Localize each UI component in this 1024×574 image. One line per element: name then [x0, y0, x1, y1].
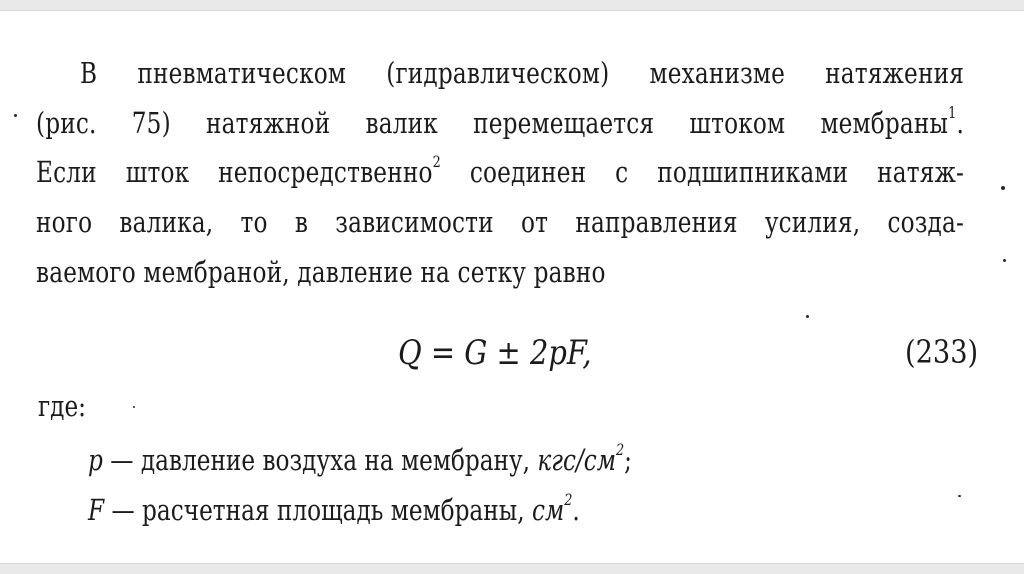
scan-speck — [958, 495, 961, 497]
definition-p-unit-exponent: 2 — [616, 440, 625, 460]
line-1-text: В пневматическом (гидравлическом) механизме натяжения — [80, 56, 964, 90]
bottom-frame-strip — [0, 563, 1024, 574]
line-5-text: ваемого мембраной, давление на сетку равно — [36, 255, 606, 289]
definition-p-symbol: p — [88, 443, 103, 477]
definition-f-symbol: F — [88, 493, 105, 527]
definition-p — [88, 440, 632, 477]
scan-speck — [14, 114, 17, 117]
line-3-end: соединен с подшипниками натяж- — [440, 155, 964, 189]
paragraph-line-4 — [36, 204, 964, 240]
definition-f-unit: см — [531, 493, 565, 527]
paragraph-line-2 — [36, 105, 964, 141]
definition-f-dash: — — [104, 493, 143, 527]
top-frame-strip — [0, 0, 1024, 11]
definition-f-unit-exponent: 2 — [564, 490, 573, 510]
footnote-ref-2: 2 — [432, 152, 441, 172]
equation-formula: Q = G ± 2pF, — [398, 333, 592, 373]
paragraph-line-3 — [36, 154, 964, 190]
definition-f-end: . — [572, 493, 580, 527]
paragraph-line-1 — [80, 55, 964, 91]
scan-speck — [1001, 186, 1005, 190]
definition-f-text: расчетная площадь мембраны, — [142, 493, 532, 527]
paragraph-line-5 — [36, 254, 780, 290]
definition-f — [88, 490, 580, 527]
line-2-end: . — [956, 106, 964, 140]
where-label: где: — [38, 389, 86, 423]
definition-p-unit: кгс/см — [537, 443, 617, 477]
equation-number: (233) — [905, 333, 979, 371]
line-2-text: (рис. 75) натяжной валик перемещается штоком мембраны — [36, 106, 949, 140]
scan-speck — [1003, 259, 1006, 262]
definition-p-dash: — — [102, 443, 141, 477]
scanned-page — [0, 11, 1024, 563]
line-3-start: Если шток непосредственно — [36, 155, 433, 189]
line-4-text: ного валика, то в зависимости от направления усилия, созда- — [36, 205, 964, 239]
footnote-ref-1: 1 — [948, 103, 957, 123]
definition-p-text: давление воздуха на мембрану, — [140, 443, 538, 477]
scan-speck — [133, 406, 135, 408]
scan-speck — [806, 315, 809, 318]
definition-p-end: ; — [624, 443, 632, 477]
